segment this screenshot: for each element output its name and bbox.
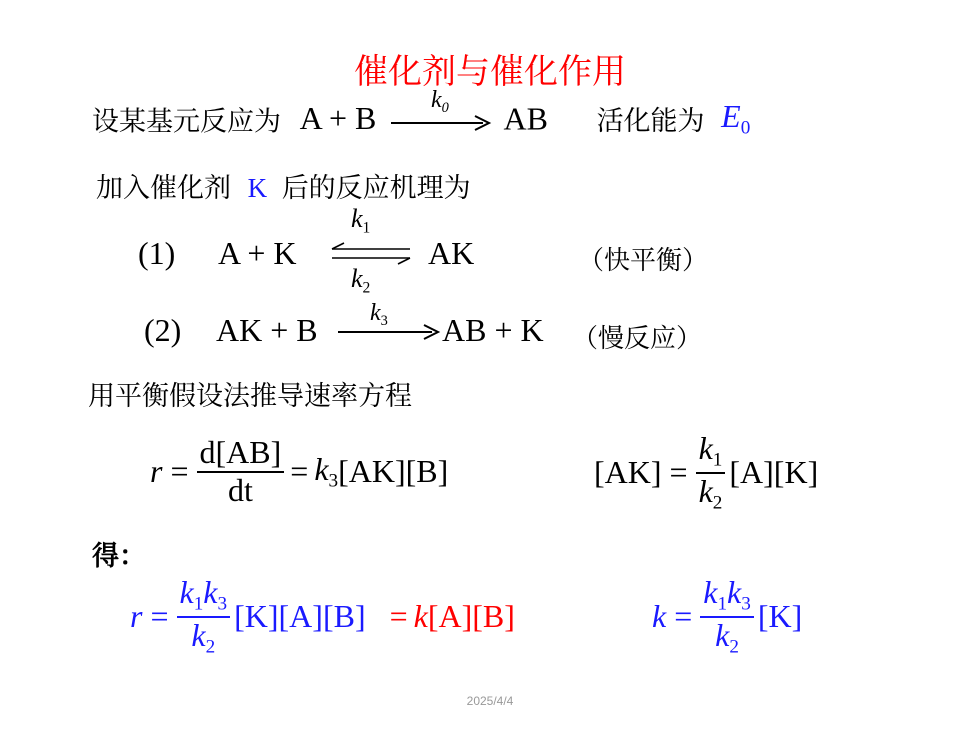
equilibrium-concentrations: [A][K] — [729, 454, 819, 491]
rate-concentrations: [AK][B] — [338, 453, 449, 490]
rate-symbol: r — [150, 453, 163, 490]
right-arrow-icon — [387, 101, 493, 137]
activation-energy-symbol: $E_0$ — [721, 98, 751, 139]
overall-concentrations: [A][B] — [427, 598, 515, 635]
result-label: 得： — [92, 541, 146, 572]
ak-concentration: [AK] — [594, 454, 662, 491]
catalyst-intro-label: 加入催化剂 — [96, 173, 231, 204]
slide-title: 催化剂与催化作用 — [354, 52, 626, 92]
equals-sign: = — [669, 454, 688, 491]
catalyst-intro-line — [96, 166, 471, 205]
rate-equation — [150, 436, 448, 507]
activation-energy-label: 活化能为 — [596, 106, 705, 138]
step-1-note: （快平衡） — [578, 246, 709, 276]
step-2-number: (2) — [144, 312, 182, 348]
equals-sign: = — [150, 598, 169, 635]
step-2-products: AB + K — [442, 312, 544, 348]
fraction-numerator: $k_1$ — [696, 432, 726, 474]
elementary-reaction-line — [92, 86, 751, 148]
catalyst-symbol: K — [247, 173, 268, 203]
result-fraction — [177, 576, 231, 658]
step-1-number: (1) — [138, 235, 176, 271]
result-concentrations: [K][A][B] — [234, 598, 366, 635]
rate-constant-k2: $k_2$ — [351, 264, 371, 297]
fraction-denominator: $k_2$ — [698, 472, 723, 514]
k-symbol: k — [652, 598, 667, 635]
equilibrium-expression — [594, 432, 818, 514]
reaction-left: A + B — [299, 100, 377, 137]
rate-constant-expression — [652, 576, 802, 658]
rate-fraction — [197, 436, 285, 507]
catalyst-concentration: [K] — [757, 598, 803, 635]
k-fraction — [700, 576, 754, 658]
rate-constant-k0: $k_0$ — [430, 86, 449, 116]
result-rate-equation — [130, 576, 515, 658]
overall-rate-constant: k — [413, 598, 428, 635]
rate-denominator: dt — [227, 471, 253, 508]
footer-date: 2025/4/4 — [466, 694, 514, 708]
step-2-reactants: AK + B — [216, 312, 318, 348]
rate-constant-k3: $k_3$ — [370, 300, 388, 330]
step-2-note: （慢反应） — [572, 324, 703, 354]
right-arrow-icon — [334, 322, 442, 342]
rate-numerator: d[AB] — [197, 436, 285, 473]
rate-symbol: r — [130, 598, 143, 635]
step-1-reactants: A + K — [218, 235, 297, 271]
equals-sign: = — [170, 453, 189, 490]
equals-sign: = — [290, 453, 309, 490]
fraction-numerator: $k_1k_3$ — [177, 576, 231, 618]
step-1-product: AK — [428, 235, 475, 271]
equals-sign: = — [674, 598, 693, 635]
method-label: 用平衡假设法推导速率方程 — [88, 381, 412, 412]
equilibrium-arrow-icon — [326, 242, 416, 266]
fraction-denominator: $k_2$ — [191, 616, 216, 658]
reaction-product: AB — [503, 100, 548, 137]
elementary-reaction-label: 设某基元反应为 — [92, 106, 281, 138]
k1-over-k2-fraction — [696, 432, 726, 514]
mechanism-label: 后的反应机理为 — [281, 173, 471, 204]
fraction-denominator: $k_2$ — [715, 616, 739, 658]
rate-constant-k1: $k_1$ — [351, 204, 371, 237]
reaction-arrow-k0 — [387, 86, 493, 137]
fraction-numerator: $k_1k_3$ — [700, 576, 754, 618]
equals-sign-red: = — [389, 598, 408, 635]
rate-constant-k3: $k_3$ — [314, 450, 339, 492]
